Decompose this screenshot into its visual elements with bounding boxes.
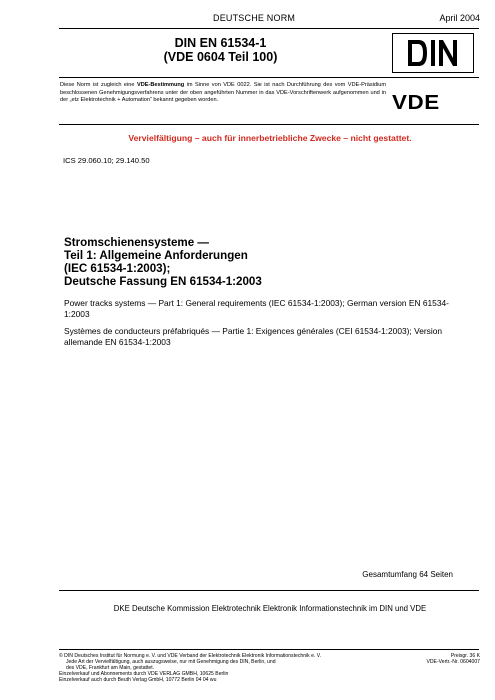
copyright-block xyxy=(59,653,394,683)
price-block xyxy=(426,653,480,665)
title-german-line: Stromschienensysteme — xyxy=(64,236,209,249)
order-number: VDE-Vertr.-Nr. 0604007 xyxy=(426,659,480,666)
vde-note-suffix: im Sinne von VDE 0022. Sie ist nach Durchführung des vom VDE-Präsidium beschlossenen Genehmigungsverfahrens unter der oben angeführten Nummer in das VDE-Vorschriftenwerk aufgenommen und in der „etz Elektrotechnik + Automation“ bekannt gegeben worden. xyxy=(60,82,386,104)
vde-note-prefix: Diese Norm ist zugleich eine xyxy=(60,82,137,88)
vde-classification: (VDE 0604 Teil 100) xyxy=(163,50,278,64)
copyright-line: Jede Art der Vervielfältigung, auch auszugsweise, nur mit Genehmigung des DIN, Berlin, und xyxy=(66,659,276,666)
copyright-line: © DIN Deutsches Institut für Normung e. V. und VDE Verband der Elektrotechnik Elektronik Informationstechnik e. V. xyxy=(59,653,322,659)
vde-note-bold: VDE-Bestimmung xyxy=(136,82,185,88)
title-german-line: Deutsche Fassung EN 61534-1:2003 xyxy=(64,275,262,288)
standard-number: DIN EN 61534-1 xyxy=(174,36,267,50)
title-german-line: Teil 1: Allgemeine Anforderungen xyxy=(64,249,248,262)
vde-note xyxy=(60,82,386,105)
title-french: Systèmes de conducteurs préfabriqués — Partie 1: Exigences générales (CEI 61534-1:2003); Version allemande EN 61534-1:2003 xyxy=(64,326,443,347)
copyright-line: Einzelverkauf und Abonnements durch VDE VERLAG GMBH, 10625 Berlin xyxy=(59,671,229,678)
vde-logo: VDE xyxy=(392,92,440,114)
title-english: Power tracks systems — Part 1: General requirements (IEC 61534-1:2003); German version EN 61534-1:2003 xyxy=(64,298,449,319)
title-german-line: (IEC 61534-1:2003); xyxy=(64,262,171,275)
divider-2 xyxy=(59,124,479,125)
copyright-line: des VDE, Frankfurt am Main, gestattet. xyxy=(66,665,155,672)
din-logo-icon xyxy=(405,37,461,69)
title-german xyxy=(64,236,444,288)
footer-divider xyxy=(59,649,479,650)
divider-3 xyxy=(59,590,479,591)
header-divider xyxy=(59,28,479,29)
total-pages: Gesamtumfang 64 Seiten xyxy=(362,570,453,579)
dke-line: DKE Deutsche Kommission Elektrotechnik Elektronik Informationstechnik im DIN und VDE xyxy=(113,604,427,613)
publication-date: April 2004 xyxy=(439,13,480,23)
price-group: Preisgr. 36 K xyxy=(450,653,480,659)
din-logo-box xyxy=(392,33,474,73)
reproduction-notice: Vervielfältigung – auch für innerbetriebliche Zwecke – nicht gestattet. xyxy=(128,133,412,143)
ics-codes: ICS 29.060.10; 29.140.50 xyxy=(63,156,150,165)
document-type: DEUTSCHE NORM xyxy=(213,13,296,23)
copyright-line: Einzelverkauf auch durch Beuth Verlag GmbH, 10772 Berlin 04 04 wu xyxy=(59,677,217,684)
divider-1 xyxy=(59,77,479,78)
standard-id xyxy=(60,36,381,64)
